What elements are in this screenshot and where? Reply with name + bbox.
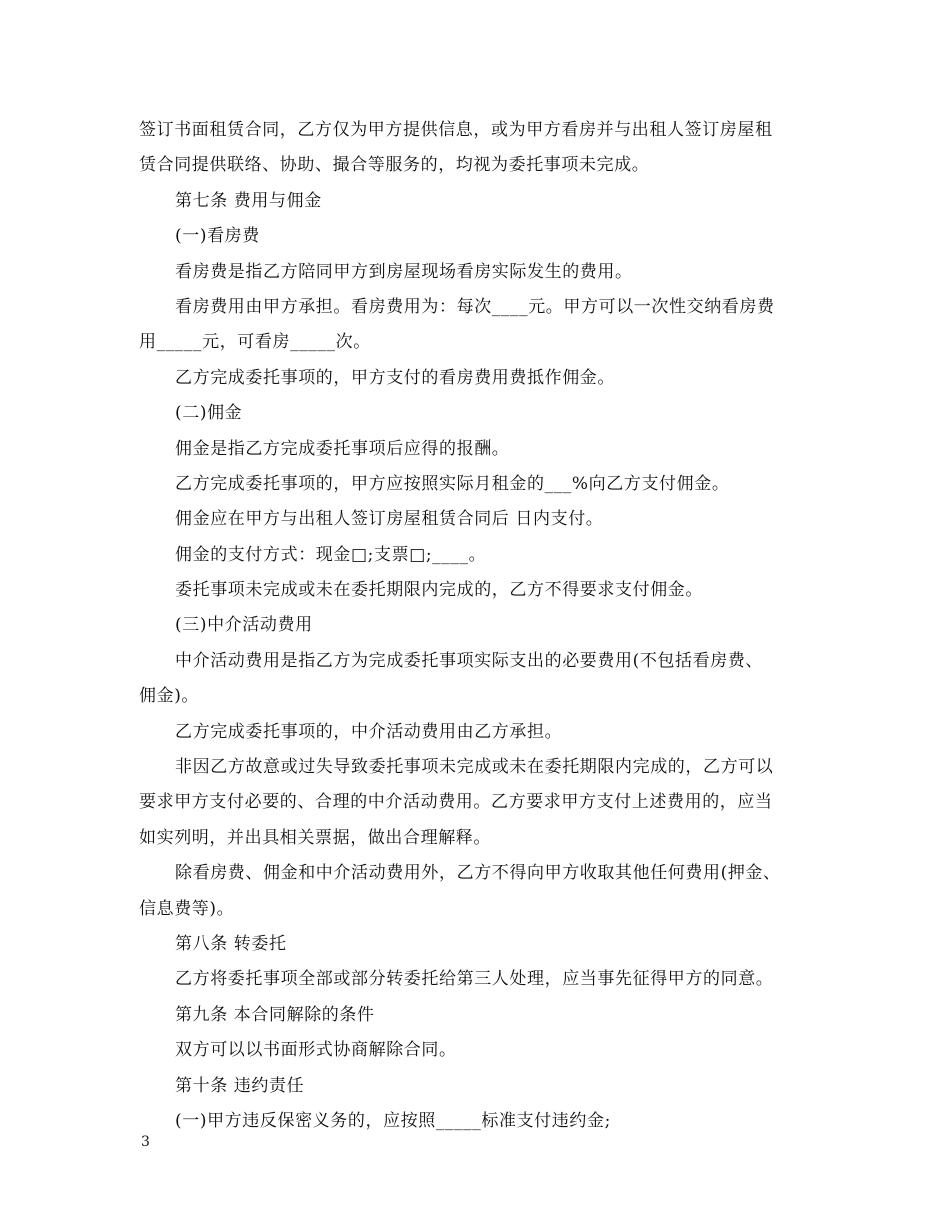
text-line: 委托事项未完成或未在委托期限内完成的，乙方不得要求支付佣金。 — [175, 580, 703, 601]
text-line: 除看房费、佣金和中介活动费用外，乙方不得向甲方收取其他任何费用(押金、 — [175, 863, 781, 884]
text-line: 签订书面租赁合同，乙方仅为甲方提供信息，或为甲方看房并与出租人签订房屋租 — [139, 120, 773, 140]
text-line: 看房费是指乙方陪同甲方到房屋现场看房实际发生的费用。 — [175, 261, 633, 282]
text-line: 第七条 费用与佣金 — [175, 190, 322, 211]
text-line: 乙方完成委托事项的，甲方支付的看房费用费抵作佣金。 — [175, 367, 615, 388]
page-number: 3 — [141, 1134, 150, 1150]
text-line: 信息费等)。 — [139, 898, 235, 919]
text-line: 佣金是指乙方完成委托事项后应得的报酬。 — [175, 438, 510, 459]
document-body — [139, 113, 839, 1139]
text-line: 赁合同提供联络、协助、撮合等服务的，均视为委托事项未完成。 — [139, 155, 650, 176]
text-line: (一)甲方违反保密义务的，应按照_____标准支付违约金; — [175, 1110, 611, 1131]
text-line: 用_____元，可看房_____次。 — [139, 332, 371, 353]
text-line: (二)佣金 — [175, 403, 243, 424]
text-line: 乙方完成委托事项的，中介活动费用由乙方承担。 — [175, 721, 563, 742]
text-line: 佣金的支付方式：现金□;支票□;____。 — [175, 544, 487, 565]
text-line: 佣金应在甲方与出租人签订房屋租赁合同后 日内支付。 — [175, 509, 604, 530]
text-line: (一)看房费 — [175, 226, 260, 247]
text-line: 双方可以以书面形式协商解除合同。 — [175, 1040, 457, 1061]
text-line: 非因乙方故意或过失导致委托事项未完成或未在委托期限内完成的，乙方可以 — [175, 757, 774, 778]
text-line: 佣金)。 — [139, 686, 200, 707]
text-line: 要求甲方支付必要的、合理的中介活动费用。乙方要求甲方支付上述费用的，应当 — [139, 792, 773, 813]
text-line: 中介活动费用是指乙方为完成委托事项实际支出的必要费用(不包括看房费、 — [175, 650, 764, 671]
text-line: 第八条 转委托 — [175, 933, 287, 954]
text-line: (三)中介活动费用 — [175, 615, 313, 636]
text-line: 乙方将委托事项全部或部分转委托给第三人处理，应当事先征得甲方的同意。 — [175, 969, 774, 990]
text-line: 看房费用由甲方承担。看房费用为：每次____元。甲方可以一次性交纳看房费 — [175, 296, 775, 317]
text-line: 乙方完成委托事项的，甲方应按照实际月租金的___%向乙方支付佣金。 — [175, 473, 730, 494]
text-line: 如实列明，并出具相关票据，做出合理解释。 — [139, 827, 491, 848]
text-line: 第十条 违约责任 — [175, 1075, 305, 1096]
text-line: 第九条 本合同解除的条件 — [175, 1004, 375, 1025]
